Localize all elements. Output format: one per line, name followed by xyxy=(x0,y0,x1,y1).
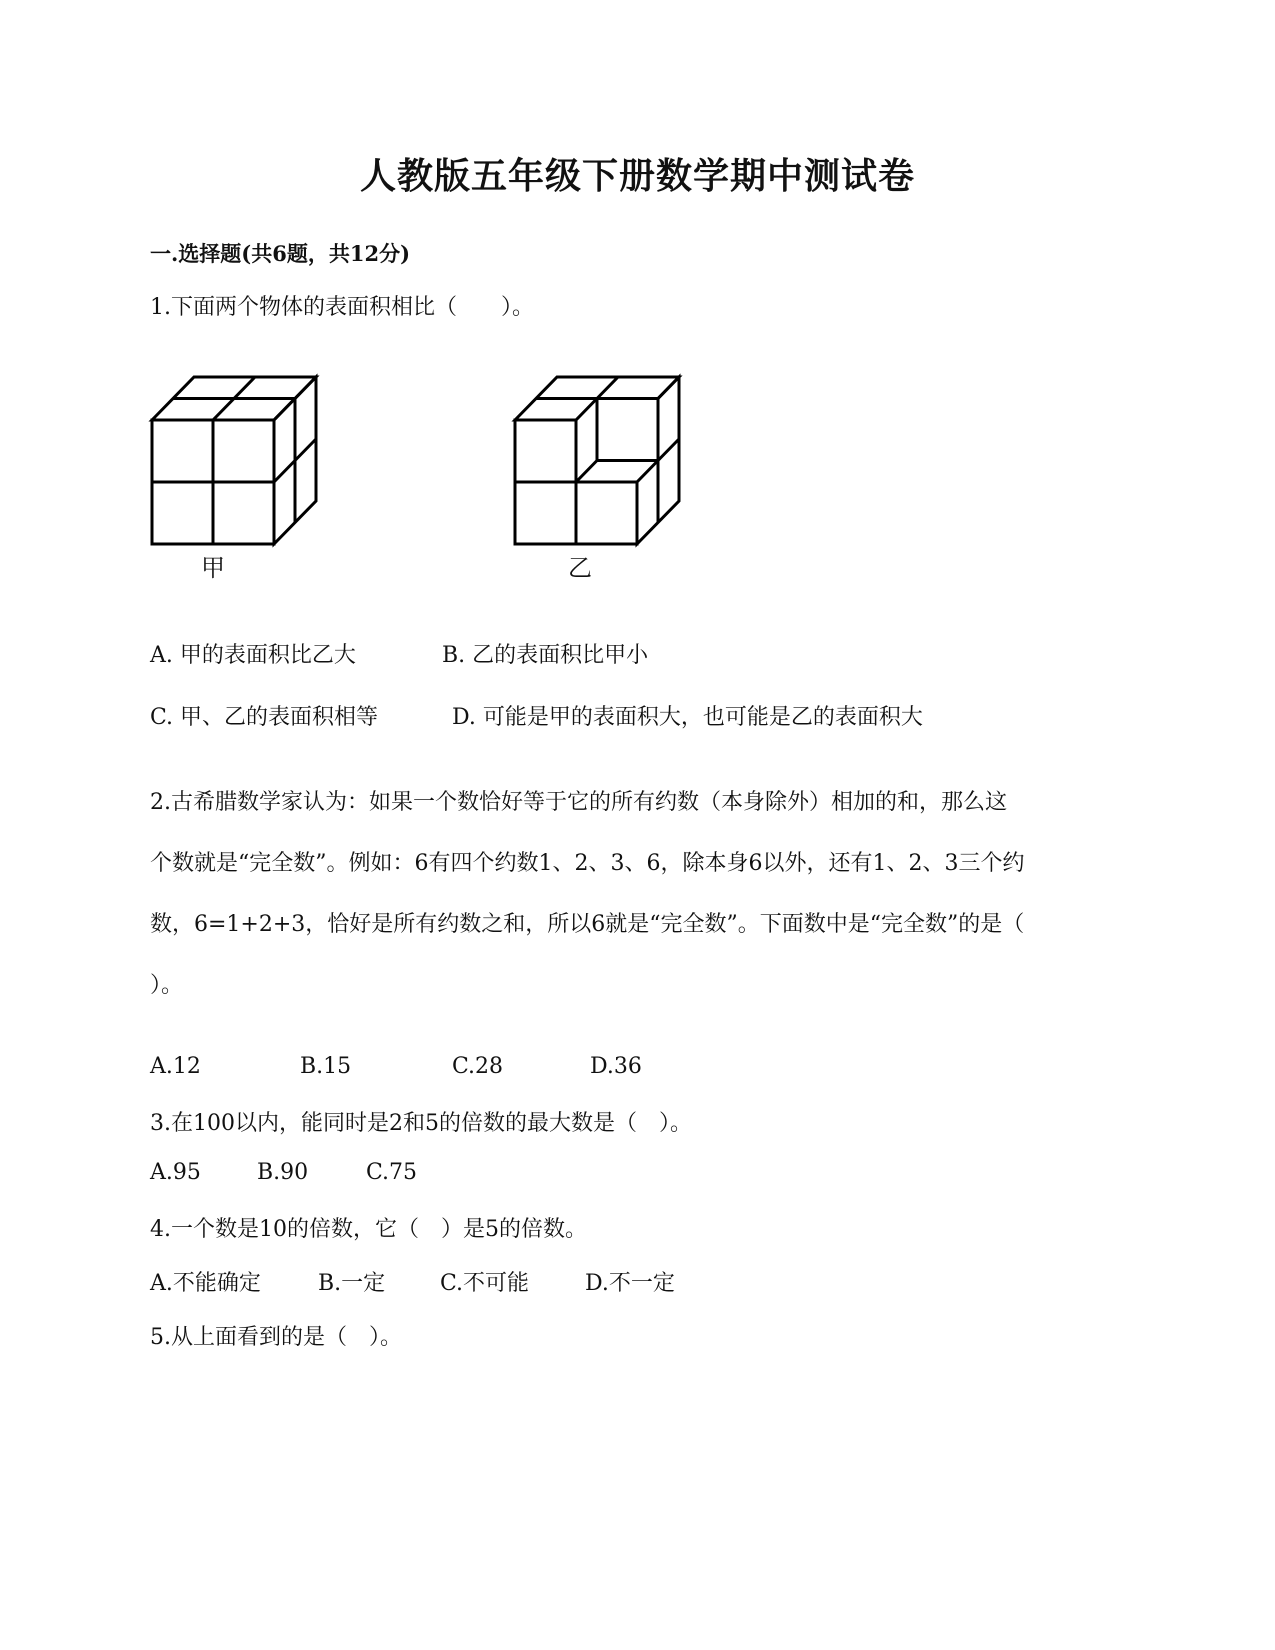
figure-yi-label: 乙 xyxy=(568,554,592,582)
q3-option-c[interactable]: C.75 xyxy=(366,1160,418,1185)
page-title: 人教版五年级下册数学期中测试卷 xyxy=(359,155,915,197)
question-2-line-1: 2.古希腊数学家认为：如果一个数恰好等于它的所有约数（本身除外）相加的和，那么这 xyxy=(150,790,1007,815)
q1-option-d[interactable]: D. 可能是甲的表面积大，也可能是乙的表面积大 xyxy=(452,705,923,730)
q4-option-a[interactable]: A.不能确定 xyxy=(150,1271,261,1296)
q4-option-b[interactable]: B.一定 xyxy=(318,1271,386,1296)
question-2-line-4: ）。 xyxy=(150,973,184,998)
q2-option-a[interactable]: A.12 xyxy=(150,1054,201,1079)
q1-option-b[interactable]: B. 乙的表面积比甲小 xyxy=(442,643,649,668)
q2-option-d[interactable]: D.36 xyxy=(590,1054,642,1079)
q1-option-c[interactable]: C. 甲、乙的表面积相等 xyxy=(150,705,379,730)
q4-option-c[interactable]: C.不可能 xyxy=(440,1271,530,1296)
question-2-line-2: 个数就是“完全数”。例如：6有四个约数1、2、3、6，除本身6以外，还有1、2、3三个约 xyxy=(150,851,1025,876)
question-1-text: 1.下面两个物体的表面积相比（ ）。 xyxy=(150,295,534,320)
question-2-line-3: 数，6=1+2+3，恰好是所有约数之和，所以6就是“完全数”。下面数中是“完全数”的是（ xyxy=(150,912,1025,937)
figure-jia xyxy=(140,370,340,585)
section-heading: 一.选择题(共6题，共12分) xyxy=(150,241,411,266)
question-3-text: 3.在100以内，能同时是2和5的倍数的最大数是（ ）。 xyxy=(150,1111,692,1136)
q1-option-a[interactable]: A. 甲的表面积比乙大 xyxy=(150,643,356,668)
q2-option-b[interactable]: B.15 xyxy=(300,1054,352,1079)
question-4-text: 4.一个数是10的倍数，它（ ）是5的倍数。 xyxy=(150,1217,587,1242)
q2-option-c[interactable]: C.28 xyxy=(452,1054,504,1079)
figure-jia-label: 甲 xyxy=(201,554,225,582)
q3-option-a[interactable]: A.95 xyxy=(150,1160,201,1185)
question-5-text: 5.从上面看到的是（ ）。 xyxy=(150,1325,402,1350)
q3-option-b[interactable]: B.90 xyxy=(257,1160,309,1185)
figure-yi xyxy=(503,370,703,585)
q4-option-d[interactable]: D.不一定 xyxy=(585,1271,675,1296)
